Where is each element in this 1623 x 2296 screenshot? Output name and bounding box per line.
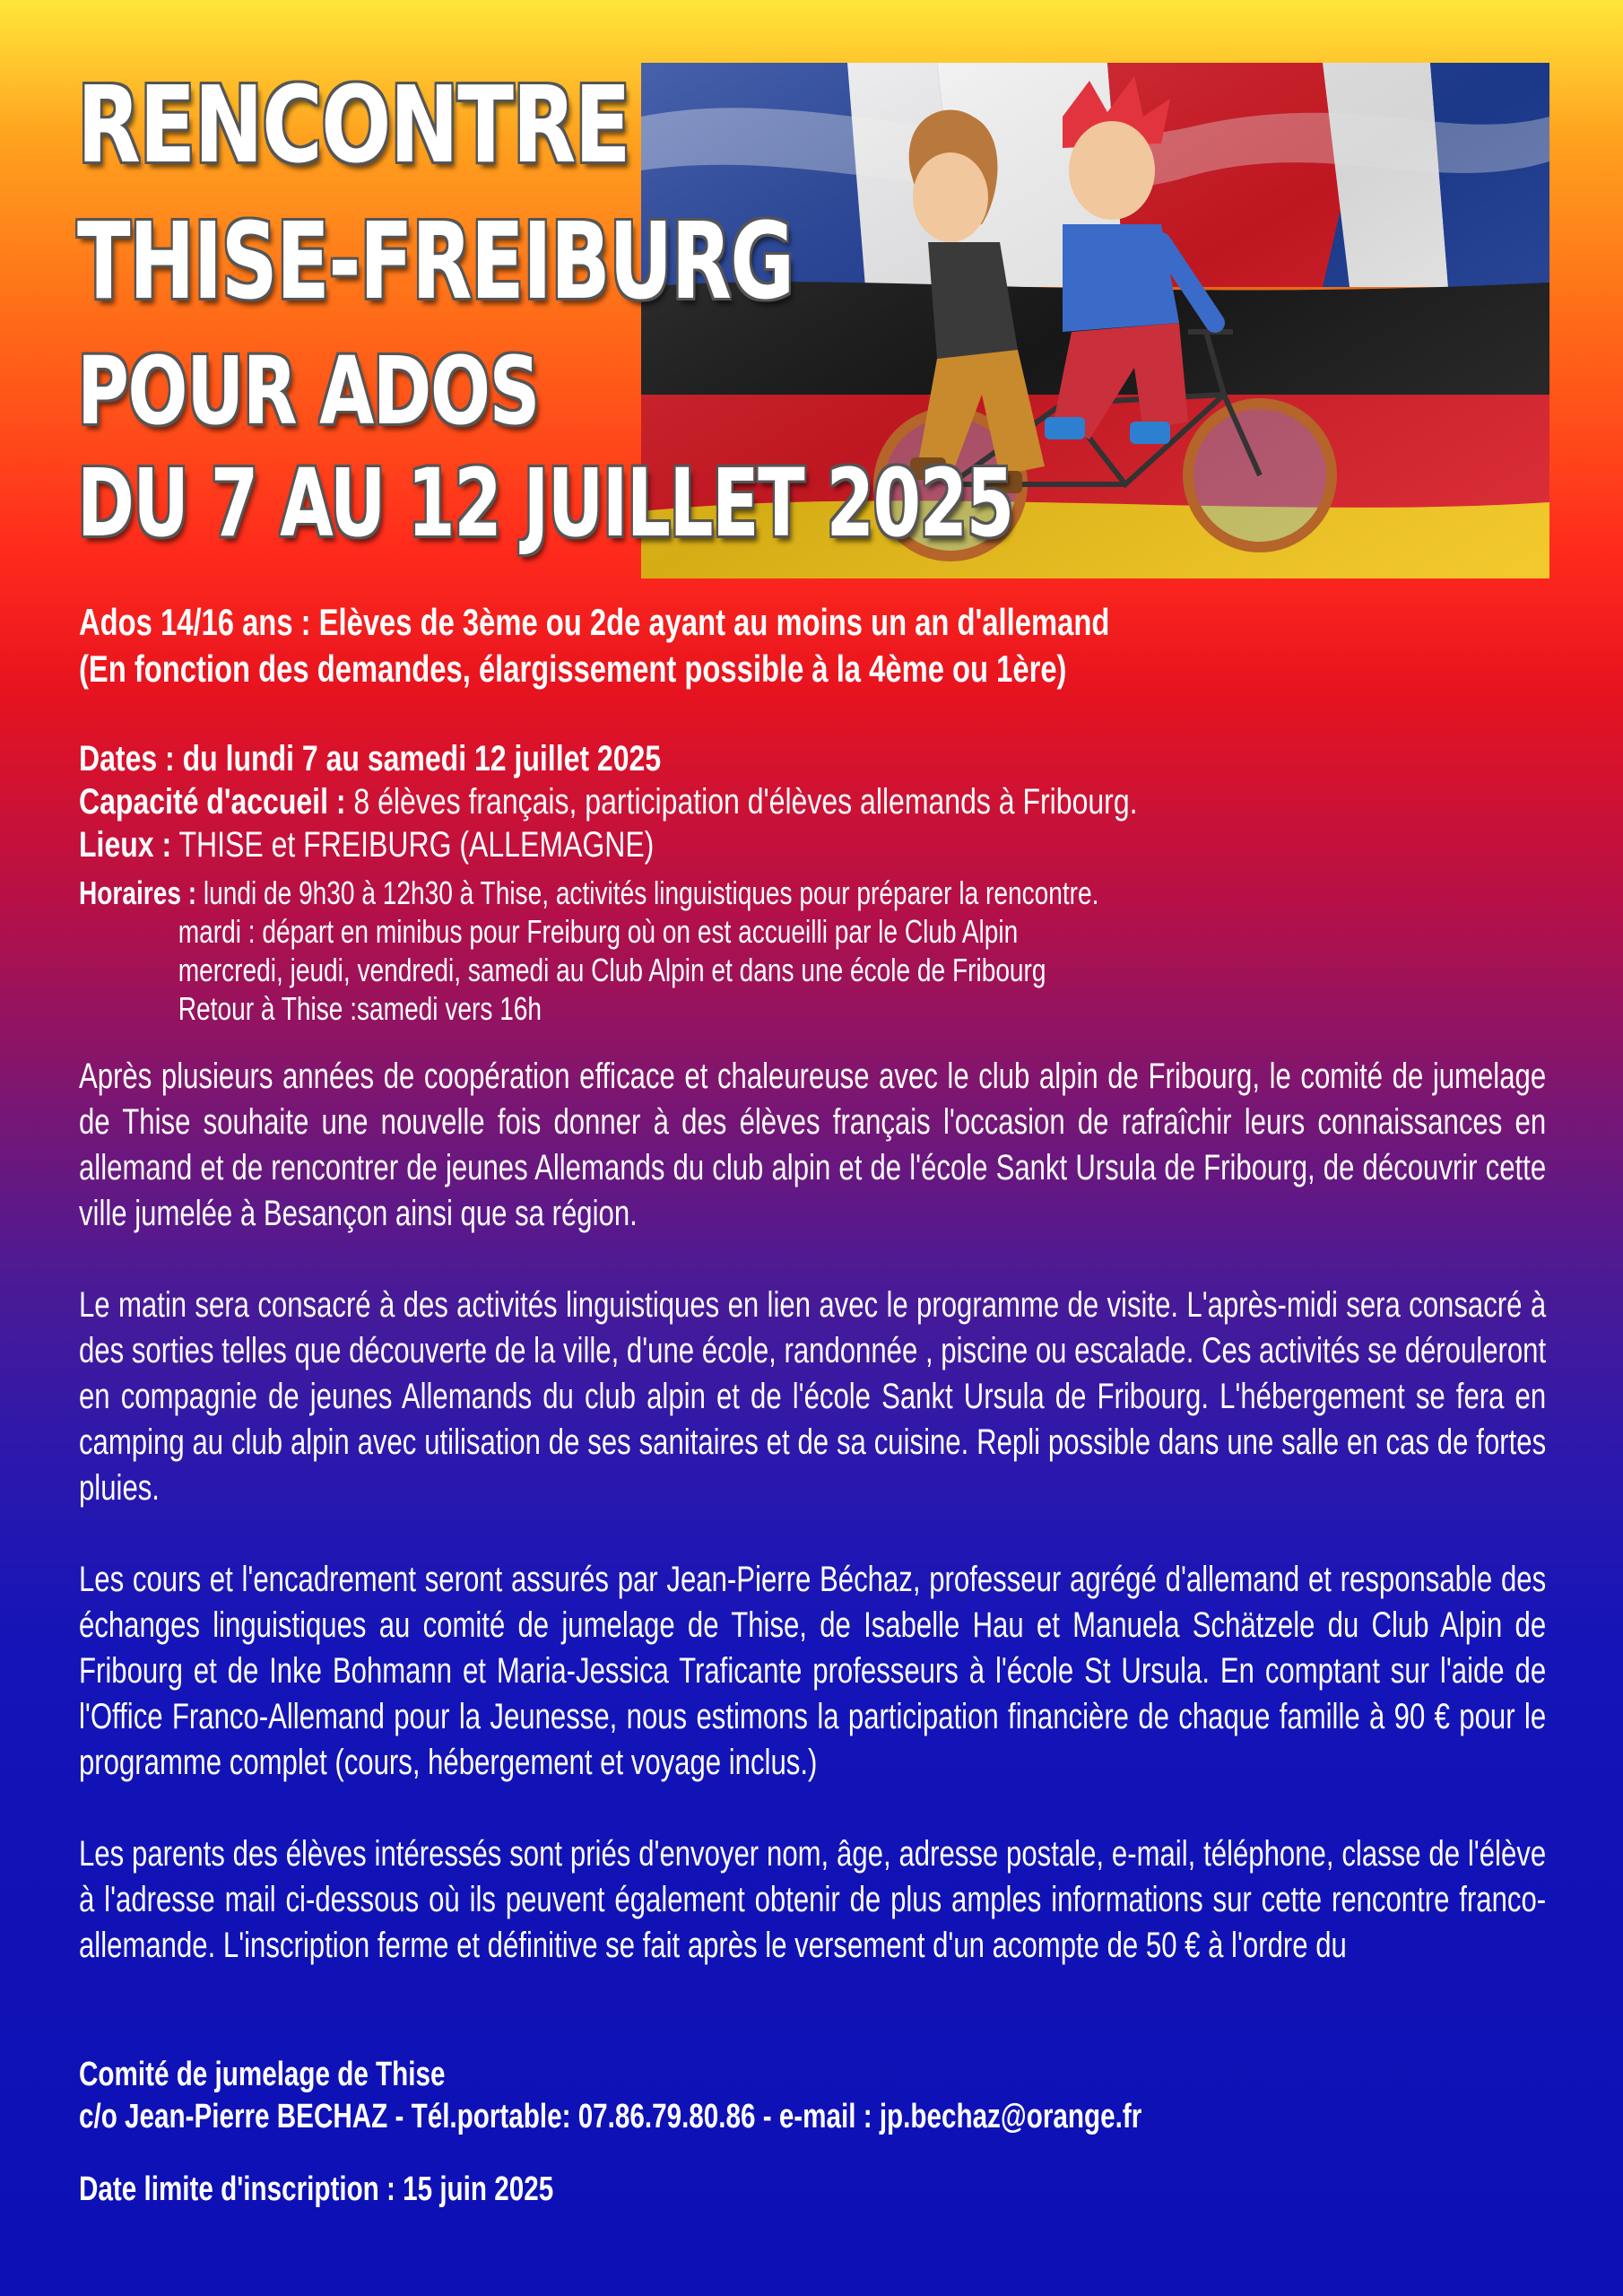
info-dates: Dates : du lundi 7 au samedi 12 juillet 2025 [79, 739, 662, 778]
title-line-4: DU 7 AU 12 JUILLET 2025 [77, 448, 1013, 558]
info-capacite [79, 780, 1253, 823]
intro-audience: Ados 14/16 ans : Elèves de 3ème ou 2de ayant au moins un an d'allemand [79, 601, 1110, 643]
title-line-3: POUR ADOS [77, 336, 539, 446]
horaires-line-1: Horaires : lundi de 9h30 à 12h30 à Thise, activités linguistiques pour préparer la rencontre. [79, 874, 1099, 911]
capacite-value: 8 élèves français, participation d'élèves allemands à Fribourg. [345, 782, 1138, 822]
paragraph-cooperation: Après plusieurs années de coopération efficace et chaleureuse avec le club alpin de Fribourg, le comité de jumelage de Thise souhaite une nouvelle fois donner à des élèves français l'occasion de rafraîchir leurs connaissances en allemand et de rencontrer de jeunes Allemands du club alpin et de l'école Sankt Ursula de Fribourg, de découvrir cette ville jumelée à Besançon ainsi que sa région. [79, 1057, 1547, 1233]
deadline [79, 2170, 1546, 2209]
title-line-2: THISE-FREIBURG [77, 199, 794, 323]
horaires-line-3: mercredi, jeudi, vendredi, samedi au Club Alpin et dans une école de Fribourg [178, 952, 1046, 988]
lieux-value: THISE et FREIBURG (ALLEMAGNE) [171, 825, 655, 865]
paragraph-programme: Le matin sera consacré à des activités linguistiques en lien avec le programme de visite. L'après-midi sera consacré à des sorties telles que découverte de la ville, d'une école, randonnée , piscine ou escalade. Ces activités se dérouleront en compagnie de jeunes Allemands du club alpin et de l'école Sankt Ursula de Fribourg. L'hébergement se fera en camping au club alpin avec utilisation de ses sanitaires et de sa cuisine. Repli possible dans une salle en cas de fortes pluies. [79, 1285, 1547, 1508]
paragraph-encadrement: Les cours et l'encadrement seront assurés par Jean-Pierre Béchaz, professeur agrégé d'allemand et responsable des échanges linguistiques au comité de jumelage de Thise, de Isabelle Hau et Manuela Schätzele du Club Alpin de Fribourg et de Inke Bohmann et Maria-Jessica Traficante professeurs à l'école St Ursula. En comptant sur l'aide de l'Office Franco-Allemand pour la Jeunesse, nous estimons la participation financière de chaque famille à 90 € pour le programme complet (cours, hébergement et voyage inclus.) [79, 1560, 1547, 1782]
title-line-1: RENCONTRE [77, 63, 630, 187]
info-section [79, 737, 1546, 866]
deadline-text: Date limite d'inscription : 15 juin 2025 [79, 2170, 554, 2208]
intro-note: (En fonction des demandes, élargissement possible à la 4ème ou 1ère) [79, 648, 1067, 690]
contact-section [79, 2054, 1546, 2138]
capacite-label: Capacité d'accueil : [79, 782, 346, 822]
contact-details: c/o Jean-Pierre BECHAZ - Tél.portable: 07.86.79.80.86 - e-mail : jp.bechaz@orange.fr [79, 2098, 1142, 2135]
horaires-section [79, 874, 1546, 1028]
horaires-label: Horaires : [79, 874, 197, 911]
horaires-line-4: Retour à Thise :samedi vers 16h [178, 990, 542, 1027]
info-lieux [79, 823, 1253, 866]
lieux-label: Lieux : [79, 825, 172, 865]
intro-section [79, 599, 1546, 692]
contact-org: Comité de jumelage de Thise [79, 2056, 446, 2093]
horaires-line-2: mardi : départ en minibus pour Freiburg où on est accueilli par le Club Alpin [178, 913, 1019, 950]
paragraph-inscription: Les parents des élèves intéressés sont priés d'envoyer nom, âge, adresse postale, e-mail, téléphone, classe de l'élève à l'adresse mail ci-dessous où ils peuvent également obtenir de plus amples informations sur cette rencontre franco-allemande. L'inscription ferme et définitive se fait après le versement d'un acompte de 50 € à l'ordre du [79, 1834, 1547, 1965]
